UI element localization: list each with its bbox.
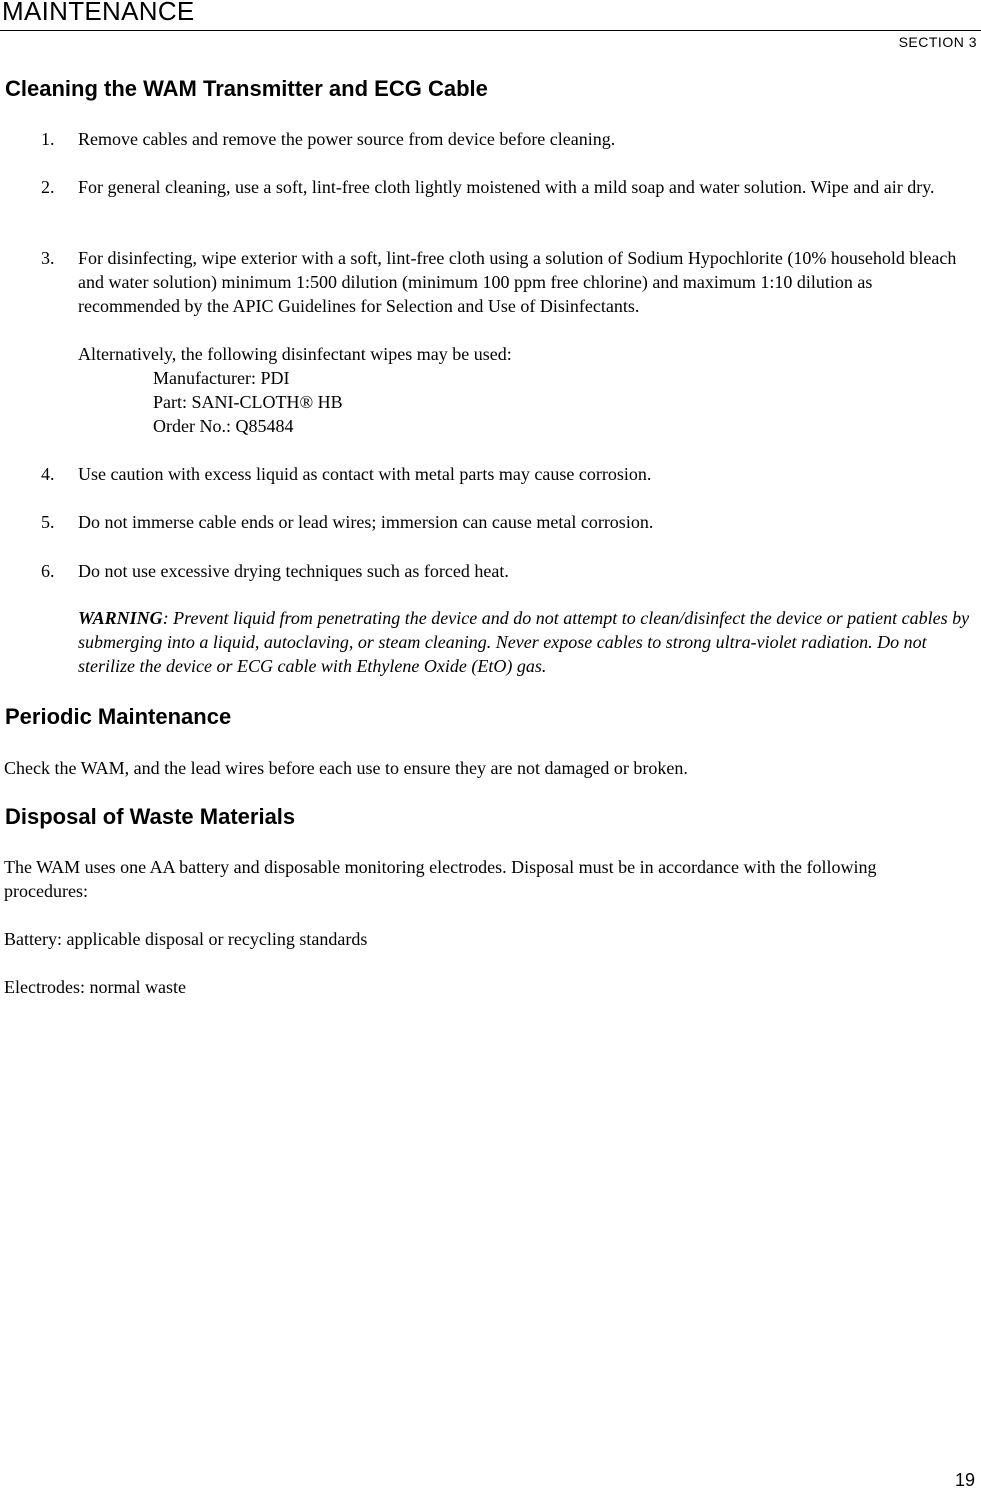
list-item: Remove cables and remove the power source from device before cleaning.	[78, 129, 616, 149]
list-item: Do not immerse cable ends or lead wires; immersion can cause metal corrosion.	[78, 512, 654, 532]
list-item-number: 3.	[41, 248, 55, 268]
periodic-text: Check the WAM, and the lead wires before each use to ensure they are not damaged or broken.	[4, 758, 688, 778]
alternative-wipes-block	[78, 342, 978, 438]
disposal-text: The WAM uses one AA battery and disposable monitoring electrodes. Disposal must be in accordance with the following procedures:	[4, 857, 877, 901]
warning-label: WARNING	[78, 608, 163, 628]
cleaning-heading: Cleaning the WAM Transmitter and ECG Cable	[5, 76, 488, 101]
list-item: For general cleaning, use a soft, lint-free cloth lightly moistened with a mild soap and water solution. Wipe and air dry.	[78, 177, 935, 197]
disposal-heading: Disposal of Waste Materials	[5, 804, 296, 829]
electrodes-disposal: Electrodes: normal waste	[4, 977, 186, 997]
warning-note	[78, 606, 978, 678]
list-item: Use caution with excess liquid as contact with metal parts may cause corrosion.	[78, 464, 652, 484]
battery-disposal: Battery: applicable disposal or recycling standards	[4, 929, 368, 949]
periodic-heading: Periodic Maintenance	[5, 704, 232, 729]
wipe-part: Part: SANI-CLOTH® HB	[153, 392, 343, 412]
list-item: Do not use excessive drying techniques such as forced heat.	[78, 561, 509, 581]
list-item-number: 2.	[41, 177, 55, 197]
warning-text: : Prevent liquid from penetrating the device and do not attempt to clean/disinfect the device or patient cables by submerging into a liquid, autoclaving, or steam cleaning. Never expose cables to strong ultra-violet radiation. Do not sterilize the device or ECG cable with Ethylene Oxide (EtO) gas.	[78, 608, 970, 676]
page-number: 19	[954, 1470, 975, 1490]
wipe-manufacturer: Manufacturer: PDI	[153, 368, 290, 388]
list-item-number: 4.	[41, 464, 55, 484]
list-item-number: 5.	[41, 512, 55, 532]
wipe-order-number: Order No.: Q85484	[153, 416, 294, 436]
list-item-number: 1.	[41, 129, 55, 149]
alternative-intro: Alternatively, the following disinfectant wipes may be used:	[78, 344, 512, 364]
section-label: SECTION 3	[898, 34, 977, 50]
list-item-number: 6.	[41, 561, 55, 581]
header-divider	[0, 30, 981, 31]
list-item: For disinfecting, wipe exterior with a soft, lint-free cloth using a solution of Sodium Hypochlorite (10% household bleach and water solution) minimum 1:500 dilution (minimum 100 ppm free chlorine) and maximum 1:10 dilution as recommended by the APIC Guidelines for Selection and Use of Disinfectants.	[78, 248, 957, 316]
page-header-title: MAINTENANCE	[2, 0, 195, 26]
